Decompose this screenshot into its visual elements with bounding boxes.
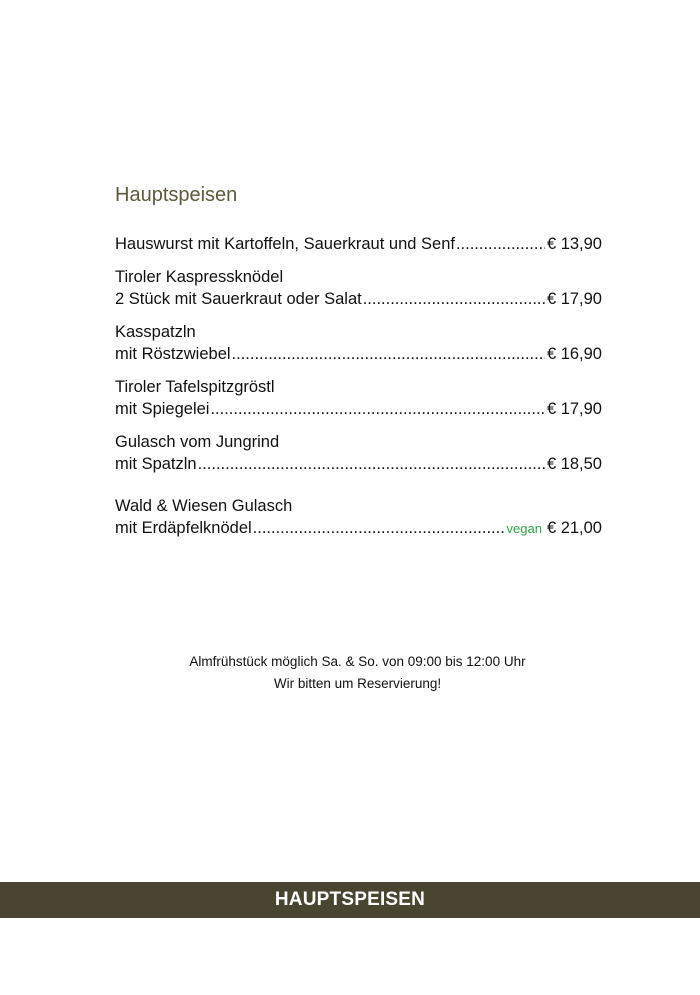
dot-leader	[198, 453, 545, 475]
menu-item-price: € 21,00	[546, 519, 602, 537]
menu-item	[115, 376, 602, 420]
menu-item-line	[115, 398, 602, 420]
breakfast-note-line: Almfrühstück möglich Sa. & So. von 09:00 bis 12:00 Uhr	[189, 654, 526, 669]
menu-item-name: Kasspatzln	[115, 323, 196, 341]
reservation-note-line: Wir bitten um Reservierung!	[273, 676, 442, 691]
dot-leader	[456, 233, 545, 255]
menu-item-name: Tiroler Tafelspitzgröstl	[115, 378, 275, 396]
menu-item	[115, 233, 602, 255]
footer-label: HAUPTSPEISEN	[274, 889, 426, 910]
menu-item-line	[115, 233, 602, 255]
menu-item	[115, 321, 602, 365]
section-title: Hauptspeisen	[115, 184, 238, 206]
menu-item-line	[115, 453, 602, 475]
menu-item-description: mit Erdäpfelknödel	[115, 519, 252, 537]
menu-item-line	[115, 343, 602, 365]
menu-item-line	[115, 517, 602, 540]
menu-item-price: € 16,90	[546, 345, 602, 363]
menu-item-line	[115, 288, 602, 310]
menu-item-name: Tiroler Kaspressknödel	[115, 268, 284, 286]
menu-item-name: Wald & Wiesen Gulasch	[115, 497, 293, 515]
menu-item-description: 2 Stück mit Sauerkraut oder Salat	[115, 290, 362, 308]
menu-item-name: Gulasch vom Jungrind	[115, 433, 280, 451]
menu-item	[115, 266, 602, 310]
menu-item-description: mit Röstzwiebel	[115, 345, 231, 363]
footer-bar	[0, 882, 700, 918]
menu-item-price: € 17,90	[546, 400, 602, 418]
breakfast-note	[0, 651, 700, 695]
menu-item-price: € 13,90	[546, 235, 602, 253]
menu-item-description: mit Spatzln	[115, 455, 197, 473]
menu-item-price: € 17,90	[546, 290, 602, 308]
menu-item-price: € 18,50	[546, 455, 602, 473]
menu-item-description: mit Spiegelei	[115, 400, 210, 418]
menu-item	[115, 495, 602, 540]
dot-leader	[253, 517, 505, 539]
dot-leader	[363, 288, 545, 310]
menu-item-name: Hauswurst mit Kartoffeln, Sauerkraut und Senf	[115, 235, 455, 253]
menu-item	[115, 431, 602, 475]
menu-list	[115, 233, 602, 540]
vegan-tag: vegan	[506, 521, 542, 536]
dot-leader	[210, 398, 544, 420]
dot-leader	[232, 343, 545, 365]
